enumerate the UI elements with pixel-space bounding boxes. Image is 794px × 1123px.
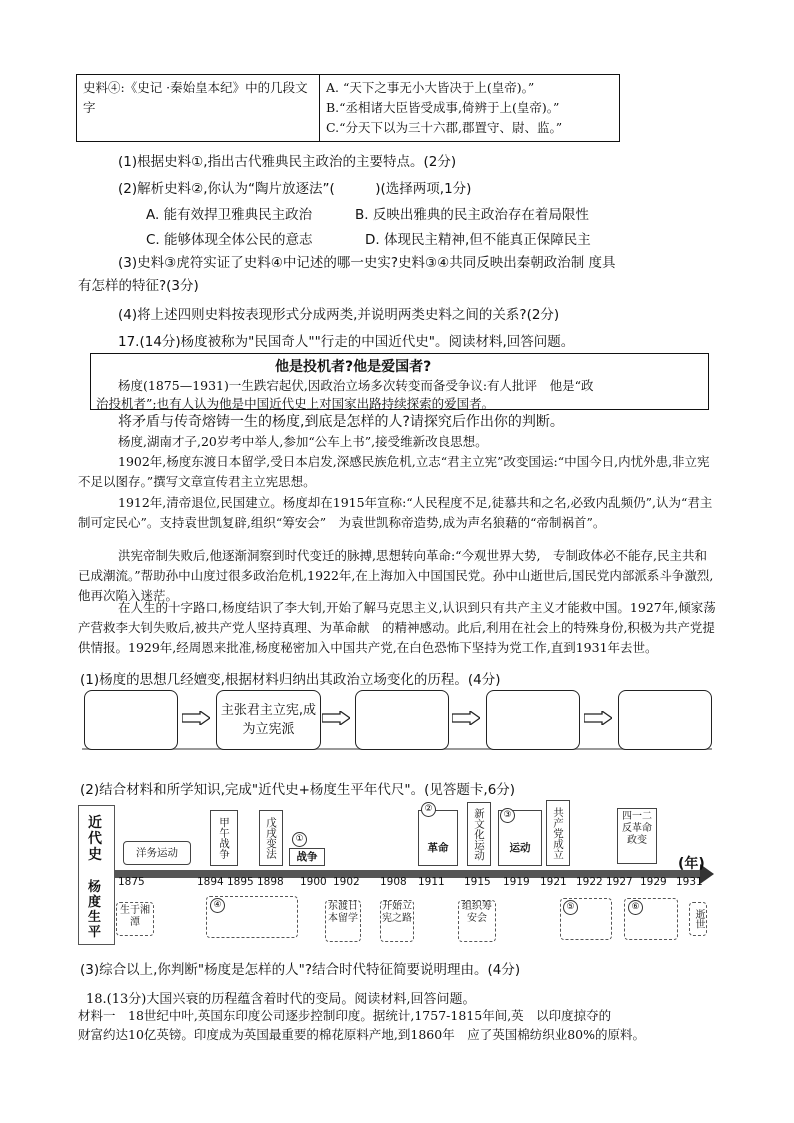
q17-paragraph-5: 在人生的十字路口,杨度结识了李大钊,开始了解马克思主义,认识到只有共产主义才能救中国。1927年,倾家荡产营救李大钊失败后,被共产党人坚持真理、为革命献 的精神感动。此后,利用在社会上的特殊身份,积极为共产党提供情报。1929年,经周恩来批准,杨度秘密加入中国共产党,在白色恐怖下坚持为党工作,直到1931年去世。 [78, 600, 716, 655]
timeline-event-westernization: 洋务运动 [123, 841, 191, 865]
flow-arrow-icon [322, 711, 350, 725]
timeline-year: 1875 [118, 876, 145, 888]
q17-box-line2: 治投机者”;也有人认为他是中国近代史上对国家出路持续探索的爱国者。 [96, 396, 495, 411]
timeline-year: 1921 [540, 876, 567, 888]
timeline-year: 1927 [606, 876, 633, 888]
timeline-year: 1915 [464, 876, 491, 888]
flow-arrow-icon [452, 711, 480, 725]
source-table [76, 74, 620, 142]
q16-option-b: B. 反映出雅典的民主政治存在着局限性 [355, 207, 589, 223]
q17-box-title: 他是投机者?他是爱国者? [275, 359, 432, 375]
q17-paragraph-4: 洪宪帝制失败后,他逐渐洞察到时代变迁的脉搏,思想转向革命:“今观世界大势, 专制政体必不能存,民主共和已成潮流。”帮助孙中山度过很多政治危机,1922年,在上海加入中国国民党。孙中山逝世后,国民党内部派系斗争激烈,他再次陷入迷茫。 [78, 548, 714, 603]
q17-paragraph-3: 1912年,清帝退位,民国建立。杨度却在1915年宣称:“人民程度不足,徒慕共和之名,必致内乱频仍”,认为“君主制可定民心”。支持袁世凯复辟,组织“筹安会” 为袁世凯称帝造势,成为声名狼藉的“帝制祸首”。 [78, 495, 713, 530]
timeline-life-chouanhui: 组织筹安会 [458, 900, 496, 942]
quote-b: B.“丞相诸大臣皆受成事,倚辨于上(皇帝)。” [326, 100, 560, 115]
q16-sub1: (1)根据史料①,指出古代雅典民主政治的主要特点。(2分) [118, 154, 457, 170]
timeline-marker: ⑤ [563, 900, 578, 915]
timeline-life-study-japan: 东渡日本留学 [325, 900, 361, 942]
timeline-life-death: 逝世 [689, 902, 707, 936]
timeline-marker: ⑥ [628, 900, 643, 915]
timeline-event-revolution: 革命 [418, 810, 458, 866]
source-table-label: 史料④:《史记 ·秦始皇本纪》中的几段文字 [77, 75, 320, 142]
timeline-year: 1898 [257, 876, 284, 888]
q16-sub4: (4)将上述四则史料按表现形式分成两类,并说明两类史料之间的关系?(2分) [118, 307, 560, 323]
q17-sub2: (2)结合材料和所学知识,完成"近代史+杨度生平年代尺"。(见答题卡,6分) [80, 782, 516, 798]
timeline-year: 1929 [640, 876, 667, 888]
q18-intro: 18.(13分)大国兴衰的历程蕴含着时代的变局。阅读材料,回答问题。 [86, 992, 476, 1007]
q17-intro: 17.(14分)杨度被称为"民国奇人""行走的中国近代史"。阅读材料,回答问题。 [118, 334, 575, 350]
source-table-quotes [320, 75, 620, 142]
timeline-marker: ④ [210, 898, 225, 913]
timeline-year: 1919 [503, 876, 530, 888]
timeline-year: 1902 [333, 876, 360, 888]
q18-material1-line1: 材料一 18世纪中叶,英国东印度公司逐步控制印度。据统计,1757-1815年间,英 以印度掠夺的 [78, 1008, 612, 1023]
q16-sub2: (2)解析史料②,你认为“陶片放逐法”( )(选择两项,1分) [118, 181, 472, 197]
flow-arrow-icon [182, 711, 210, 725]
timeline-marker: ① [292, 832, 307, 847]
timeline-unit: (年) [678, 856, 705, 872]
timeline-label-modern-history: 近代史 [88, 815, 102, 863]
q17-sub3: (3)综合以上,你判断"杨度是怎样的人"?结合时代特征简要说明理由。(4分) [80, 962, 521, 978]
quote-c: C.“分天下以为三十六郡,郡置守、尉、监。” [326, 120, 563, 135]
flow-stage-1-blank[interactable] [84, 690, 178, 750]
timeline-year: 1908 [380, 876, 407, 888]
flow-stage-5-blank[interactable] [618, 690, 712, 750]
q17-paragraph-1: 杨度,湖南才子,20岁考中举人,参加“公车上书”,接受维新改良思想。 [118, 434, 488, 449]
timeline-year: 1900 [300, 876, 327, 888]
q16-option-c: C. 能够体现全体公民的意志 [146, 232, 313, 248]
timeline-event-new-culture-movement: 新文化运动 [467, 802, 491, 866]
timeline-life-constitutional: 开始立宪之路 [380, 900, 414, 942]
flow-stage-2: 主张君主立宪,成为立宪派 [216, 690, 321, 750]
flow-stage-3-blank[interactable] [355, 690, 449, 750]
timeline-year: 1931 [676, 876, 703, 888]
timeline-event-sino-japanese-war: 甲午战争 [210, 810, 238, 866]
timeline-year: 1894 [197, 876, 224, 888]
timeline-event-war: 战争 [289, 848, 325, 866]
timeline-year: 1922 [576, 876, 603, 888]
timeline-marker: ③ [500, 808, 515, 823]
timeline-event-cpc-founded: 共产党成立 [546, 800, 570, 866]
q17-sub1: (1)杨度的思想几经嬗变,根据材料归纳出其政治立场变化的历程。(4分) [80, 672, 501, 688]
q16-sub3-line2: 有怎样的特征?(3分) [78, 278, 199, 294]
timeline-event-april-12-coup: 四一二反革命政变 [617, 808, 657, 864]
flow-arrow-icon [584, 711, 612, 725]
q16-option-d: D. 体现民主精神,但不能真正保障民主 [365, 232, 591, 248]
q16-sub3-line1: (3)史料③虎符实证了史料④中记述的哪一史实?史料③④共同反映出秦朝政治制 度具 [118, 255, 616, 271]
flow-stage-4-blank[interactable] [486, 690, 580, 750]
timeline-marker: ② [421, 802, 436, 817]
timeline-label-yang-du-life: 杨度生平 [88, 880, 102, 940]
timeline-life-born: 生于湘潭 [116, 902, 154, 936]
timeline-event-movement: 运动 [498, 810, 542, 866]
q17-box-line3: 将矛盾与传奇熔铸一生的杨度,到底是怎样的人?请探究后作出你的判断。 [118, 414, 564, 430]
timeline-year: 1911 [418, 876, 445, 888]
q17-box-line1: 杨度(1875—1931)一生跌宕起伏,因政治立场多次转变而备受争议:有人批评 他是“政 [118, 378, 594, 393]
timeline-event-reform: 戊戌变法 [259, 810, 283, 866]
q18-material1-line2: 财富约达10亿英镑。印度成为英国最重要的棉花原料产地,到1860年 应了英国棉纺织业80%的原料。 [78, 1027, 645, 1042]
timeline-year: 1895 [227, 876, 254, 888]
q17-paragraph-2: 1902年,杨度东渡日本留学,受日本启发,深感民族危机,立志“君主立宪”改变国运:“中国今日,内忧外患,非立宪不足以图存。”撰写文章宣传君主立宪思想。 [78, 454, 710, 489]
q16-option-a: A. 能有效捍卫雅典民主政治 [146, 207, 313, 223]
quote-a: A. “天下之事无小大皆决于上(皇帝)。” [326, 80, 535, 95]
